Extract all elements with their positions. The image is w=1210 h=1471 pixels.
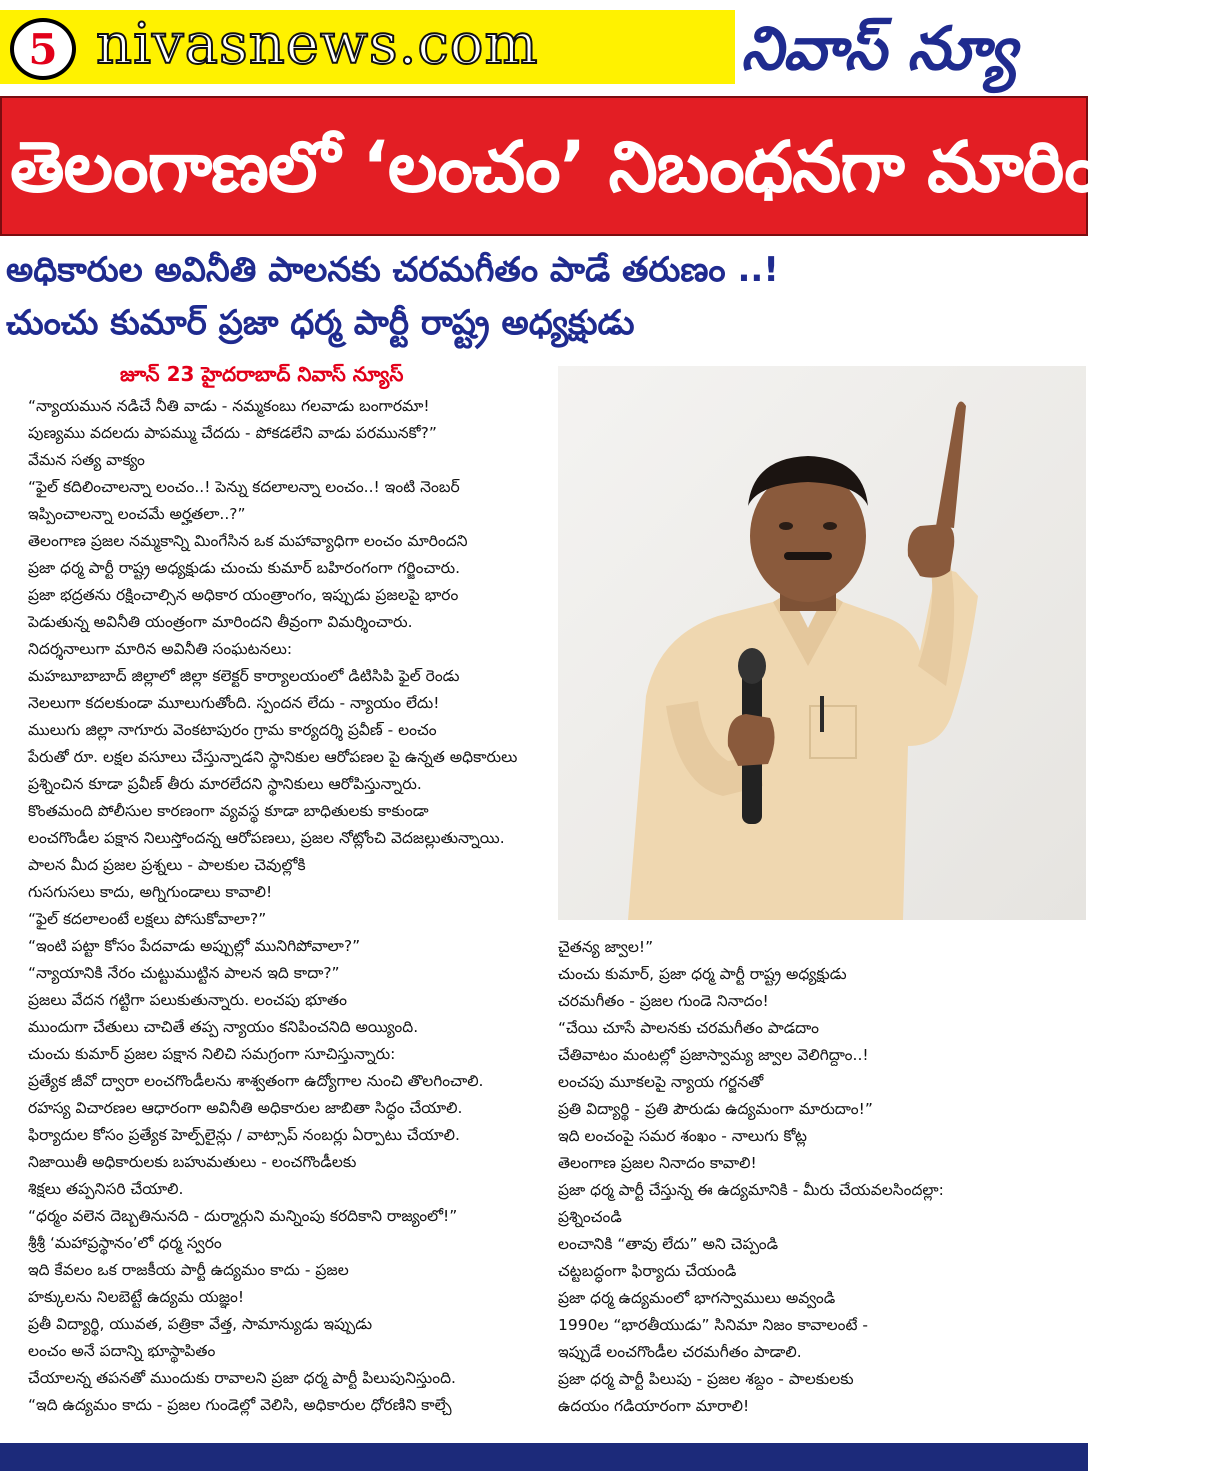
- article-line: లంచం అనే పదాన్ని భూస్థాపితం: [28, 1342, 216, 1360]
- article-line: చుంచు కుమార్, ప్రజా ధర్మ పార్టీ రాష్ట్ర అధ్యక్షుడు: [558, 965, 847, 983]
- article-line: ప్రజా ధర్మ పార్టీ పిలుపు - ప్రజల శబ్దం - పాలకులకు: [558, 1370, 854, 1388]
- article-line: ప్రత్యేక జీవో ద్వారా లంచగొండీలను శాశ్వతంగా ఉద్యోగాల నుంచి తొలగించాలి.: [28, 1072, 484, 1090]
- article-line: నిజాయితీ అధికారులకు బహుమతులు - లంచగొండీలకు: [28, 1153, 357, 1171]
- article-line: వేమన సత్య వాక్యం: [28, 451, 145, 469]
- article-line: “చేయి చూసే పాలనకు చరమగీతం పాడదాం: [558, 1019, 819, 1037]
- subheadline-1: అధికారుల అవినీతి పాలనకు చరమగీతం పాడే తరుణం ..!: [6, 250, 779, 290]
- article-line: శ్రీశ్రీ ‘మహాప్రస్థానం’లో ధర్మ స్వరం: [28, 1234, 222, 1252]
- article-line: పాలన మీద ప్రజల ప్రశ్నలు - పాలకుల చెవుల్లోకి: [28, 856, 306, 874]
- speaker-photo: [558, 366, 1086, 920]
- article-line: చట్టబద్ధంగా ఫిర్యాదు చేయండి: [558, 1262, 737, 1280]
- article-line: కొంతమంది పోలీసుల కారణంగా వ్యవస్థ కూడా బాధితులకు కాకుండా: [28, 802, 429, 820]
- article-line: ప్రతి విద్యార్థి - ప్రతి పౌరుడు ఉద్యమంగా మారుదాం!”: [558, 1100, 873, 1118]
- article-left-column: [28, 393, 543, 1419]
- article-line: “ఇంటి పట్టా కోసం పేదవాడు అప్పుల్లో మునిగిపోవాలా?”: [28, 937, 361, 955]
- article-line: ప్రశ్నించండి: [558, 1208, 622, 1226]
- article-line: ప్రతీ విద్యార్థి, యువత, పత్రికా వేత్త, సామాన్యుడు ఇప్పుడు: [28, 1315, 373, 1333]
- article-line: పేరుతో రూ. లక్షల వసూలు చేస్తున్నాడని స్థానికుల ఆరోపణల పై ఉన్నత అధికారులు: [28, 748, 518, 766]
- speaker-illustration: [558, 366, 1086, 920]
- article-line: చేయాలన్న తపనతో ముందుకు రావాలని ప్రజా ధర్మ పార్టీ పిలుపునిస్తుంది.: [28, 1369, 456, 1387]
- article-line: లంచపు మూకలపై న్యాయ గర్జనతో: [558, 1073, 764, 1091]
- dateline: జూన్ 23 హైదరాబాద్ నివాస్ న్యూస్: [120, 362, 404, 386]
- article-line: ఇప్పుడే లంచగొండీల చరమగీతం పాడాలి.: [558, 1343, 802, 1361]
- headline-banner: [0, 96, 1210, 236]
- article-line: “న్యాయానికి నేరం చుట్టుముట్టిన పాలన ఇది కాదా?”: [28, 964, 340, 982]
- brand-logo-text: నివాస్ న్యూ: [741, 14, 1017, 84]
- article-line: గుసగుసలు కాదు, అగ్నిగుండాలు కావాలి!: [28, 883, 273, 901]
- article-line: చేతివాటం మంటల్లో ప్రజాస్వామ్య జ్వాల వెలిగిద్దాం..!: [558, 1046, 869, 1064]
- footer-bar: [0, 1443, 1088, 1471]
- article-line: పుణ్యము వదలదు పాపమ్ము చేదదు - పోకడలేని వాడు పరమునకో?”: [28, 424, 437, 442]
- article-line: ప్రజా ధర్మ పార్టీ చేస్తున్న ఈ ఉద్యమానికి - మీరు చేయవలసిందల్లా:: [558, 1181, 944, 1199]
- page-number-badge: 5: [10, 18, 76, 80]
- site-url: nivasnews.com: [96, 12, 539, 77]
- subheadline-2: చుంచు కుమార్ ప్రజా ధర్మ పార్టీ రాష్ట్ర అధ్యక్షుడు: [6, 303, 635, 343]
- article-line: ప్రజా ధర్మ పార్టీ రాష్ట్ర అధ్యక్షుడు చుంచు కుమార్ బహిరంగంగా గర్జించారు.: [28, 559, 461, 577]
- article-line: తెలంగాణ ప్రజల నమ్మకాన్ని మింగేసిన ఒక మహావ్యాధిగా లంచం మారిందని: [28, 532, 468, 550]
- article-line: ఇది లంచంపై సమర శంఖం - నాలుగు కోట్ల: [558, 1127, 808, 1145]
- article-line: ఇది కేవలం ఒక రాజకీయ పార్టీ ఉద్యమం కాదు - ప్రజల: [28, 1261, 349, 1279]
- brand-logo-box: [735, 10, 1088, 88]
- article-line: “ఇది ఉద్యమం కాదు - ప్రజల గుండెల్లో వెలిసి, అధికారుల ధోరణిని కాల్చే: [28, 1396, 452, 1414]
- article-line: ఇప్పించాలన్నా లంచమే అర్హతలా..?”: [28, 505, 246, 523]
- article-line: నిదర్శనాలుగా మారిన అవినీతి సంఘటనలు:: [28, 640, 293, 658]
- article-line: లంచగొండీల పక్షాన నిలుస్తోందన్న ఆరోపణలు, ప్రజల నోట్లోంచి వెదజల్లుతున్నాయి.: [28, 829, 505, 847]
- headline: తెలంగాణలో ‘లంచం’ నిబంధనగా మారిందా?: [10, 126, 1210, 208]
- article-line: రహస్య విచారణల ఆధారంగా అవినీతి అధికారుల జాబితా సిద్ధం చేయాలి.: [28, 1099, 463, 1117]
- masthead: [0, 0, 1088, 88]
- article-line: శిక్షలు తప్పనిసరి చేయాలి.: [28, 1180, 184, 1198]
- article-line: ఫిర్యాదుల కోసం ప్రత్యేక హెల్ప్‌లైన్లు / వాట్సాప్ నంబర్లు ఏర్పాటు చేయాలి.: [28, 1126, 460, 1144]
- article-line: చైతన్య జ్వాల!”: [558, 938, 654, 956]
- article-line: “ధర్మం వలెన దెబ్బతినునది - దుర్మార్గుని మన్నింపు కరదికాని రాజ్యంలో!”: [28, 1207, 458, 1225]
- article-line: ప్రజా ధర్మ ఉద్యమంలో భాగస్వాములు అవ్వండి: [558, 1289, 836, 1307]
- article-line: చరమగీతం - ప్రజల గుండె నినాదం!: [558, 992, 769, 1010]
- article-line: ప్రజా భద్రతను రక్షించాల్సిన అధికార యంత్రాంగం, ఇప్పుడు ప్రజలపై భారం: [28, 586, 459, 604]
- article-line: నెలలుగా కదలకుండా మూలుగుతోంది. స్పందన లేదు - న్యాయం లేదు!: [28, 694, 440, 712]
- article-line: ములుగు జిల్లా నాగూరు వెంకటాపురం గ్రామ కార్యదర్శి ప్రవీణ్ - లంచం: [28, 721, 437, 739]
- article-line: 1990ల “భారతీయుడు” సినిమా నిజం కావాలంటే -: [558, 1316, 869, 1334]
- article-line: ముందుగా చేతులు చాచితే తప్ప న్యాయం కనిపించనిది అయ్యింది.: [28, 1018, 419, 1036]
- article-line: మహబూబాబాద్ జిల్లాలో జిల్లా కలెక్టర్ కార్యాలయంలో డిటిసిపి ఫైల్ రెండు: [28, 667, 460, 685]
- article-right-column: [558, 934, 1028, 1420]
- article-line: లంచానికి “తావు లేదు” అని చెప్పండి: [558, 1235, 779, 1253]
- article-line: “న్యాయమున నడిచే నీతి వాడు - నమ్మకంబు గలవాడు బంగారమా!: [28, 397, 430, 415]
- article-line: పెడుతున్న అవినీతి యంత్రంగా మారిందని తీవ్రంగా విమర్శించారు.: [28, 613, 413, 631]
- article-line: ప్రజలు వేదన గట్టిగా పలుకుతున్నారు. లంచపు భూతం: [28, 991, 347, 1009]
- article-line: “ఫైల్ కదిలించాలన్నా లంచం..! పెన్ను కదలాలన్నా లంచం..! ఇంటి నెంబర్: [28, 478, 460, 496]
- article-line: తెలంగాణ ప్రజల నినాదం కావాలి!: [558, 1154, 757, 1172]
- article-line: హక్కులను నిలబెట్టే ఉద్యమ యజ్ఞం!: [28, 1288, 245, 1306]
- article-line: “ఫైల్ కదలాలంటే లక్షలు పోసుకోవాలా?”: [28, 910, 267, 928]
- article-line: చుంచు కుమార్ ప్రజల పక్షాన నిలిచి సమగ్రంగా సూచిస్తున్నారు:: [28, 1045, 396, 1063]
- article-line: ఉదయం గడియారంగా మారాలి!: [558, 1397, 750, 1415]
- article-line: ప్రశ్నించిన కూడా ప్రవీణ్ తీరు మారలేదని స్థానికులు ఆరోపిస్తున్నారు.: [28, 775, 422, 793]
